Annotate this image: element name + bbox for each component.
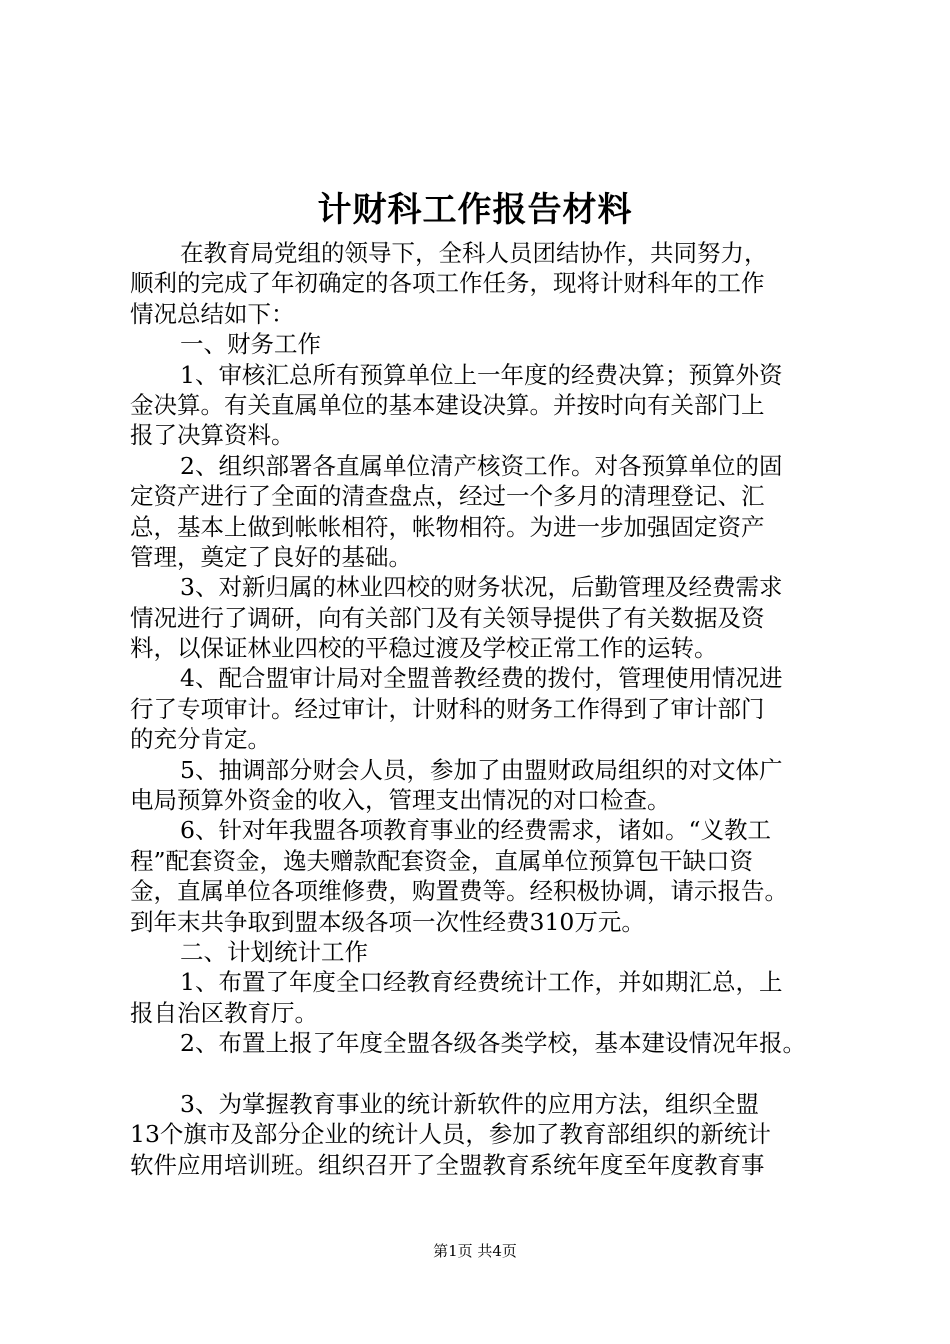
body-line: 情况总结如下：	[130, 299, 295, 328]
body-line: 总，基本上做到帐帐相符，帐物相符。为进一步加强固定资产	[130, 512, 765, 541]
body-line: 在教育局党组的领导下，全科人员团结协作，共同努力，	[180, 239, 768, 267]
body-line: 电局预算外资金的收入，管理支出情况的对口检查。	[130, 786, 671, 815]
body-line: 料，以保证林业四校的平稳过渡及学校正常工作的运转。	[130, 634, 718, 663]
body-line: 定资产进行了全面的清查盘点，经过一个多月的清理登记、汇	[130, 482, 765, 511]
body-line: 13个旗市及部分企业的统计人员，参加了教育部组织的新统计	[130, 1120, 771, 1149]
body-line: 情况进行了调研，向有关部门及有关领导提供了有关数据及资	[130, 603, 765, 632]
body-line: 金决算。有关直属单位的基本建设决算。并按时向有关部门上	[130, 390, 765, 419]
body-line: 管理，奠定了良好的基础。	[130, 542, 412, 571]
body-line: 3、对新归属的林业四校的财务状况，后勤管理及经费需求	[180, 573, 783, 602]
body-line: 的充分肯定。	[130, 725, 271, 754]
body-line: 2、组织部署各直属单位清产核资工作。对各预算单位的固	[180, 451, 783, 480]
document-title: 计财科工作报告材料	[317, 190, 633, 230]
section-heading: 二、计划统计工作	[180, 937, 368, 966]
document-body	[130, 238, 830, 1180]
body-line: 金，直属单位各项维修费，购置费等。经积极协调，请示报告。	[130, 877, 788, 906]
body-line: 到年末共争取到盟本级各项一次性经费310万元。	[130, 907, 645, 936]
body-line: 报了决算资料。	[130, 421, 295, 450]
body-line: 6、针对年我盟各项教育事业的经费需求，诸如。“义教工	[180, 816, 771, 845]
paragraph-gap	[130, 1059, 830, 1089]
body-line: 2、布置上报了年度全盟各级各类学校，基本建设情况年报。	[180, 1029, 806, 1058]
body-line: 软件应用培训班。组织召开了全盟教育系统年度至年度教育事	[130, 1150, 765, 1179]
body-line: 1、审核汇总所有预算单位上一年度的经费决算；预算外资	[180, 360, 783, 389]
body-line: 5、抽调部分财会人员，参加了由盟财政局组织的对文体广	[180, 755, 783, 784]
body-line: 3、为掌握教育事业的统计新软件的应用方法，组织全盟	[180, 1089, 759, 1118]
body-line: 报自治区教育厅。	[130, 998, 318, 1027]
body-line: 顺利的完成了年初确定的各项工作任务，现将计财科年的工作	[130, 269, 765, 298]
body-line: 4、配合盟审计局对全盟普教经费的拨付，管理使用情况进	[180, 664, 783, 693]
body-line: 1、布置了年度全口经教育经费统计工作，并如期汇总，上	[180, 968, 783, 997]
body-line: 行了专项审计。经过审计，计财科的财务工作得到了审计部门	[130, 694, 765, 723]
body-line: 程”配套资金，逸夫赠款配套资金，直属单位预算包干缺口资	[130, 846, 754, 875]
page-number-footer: 第1页 共4页	[433, 1242, 517, 1260]
section-heading: 一、财务工作	[180, 330, 321, 359]
